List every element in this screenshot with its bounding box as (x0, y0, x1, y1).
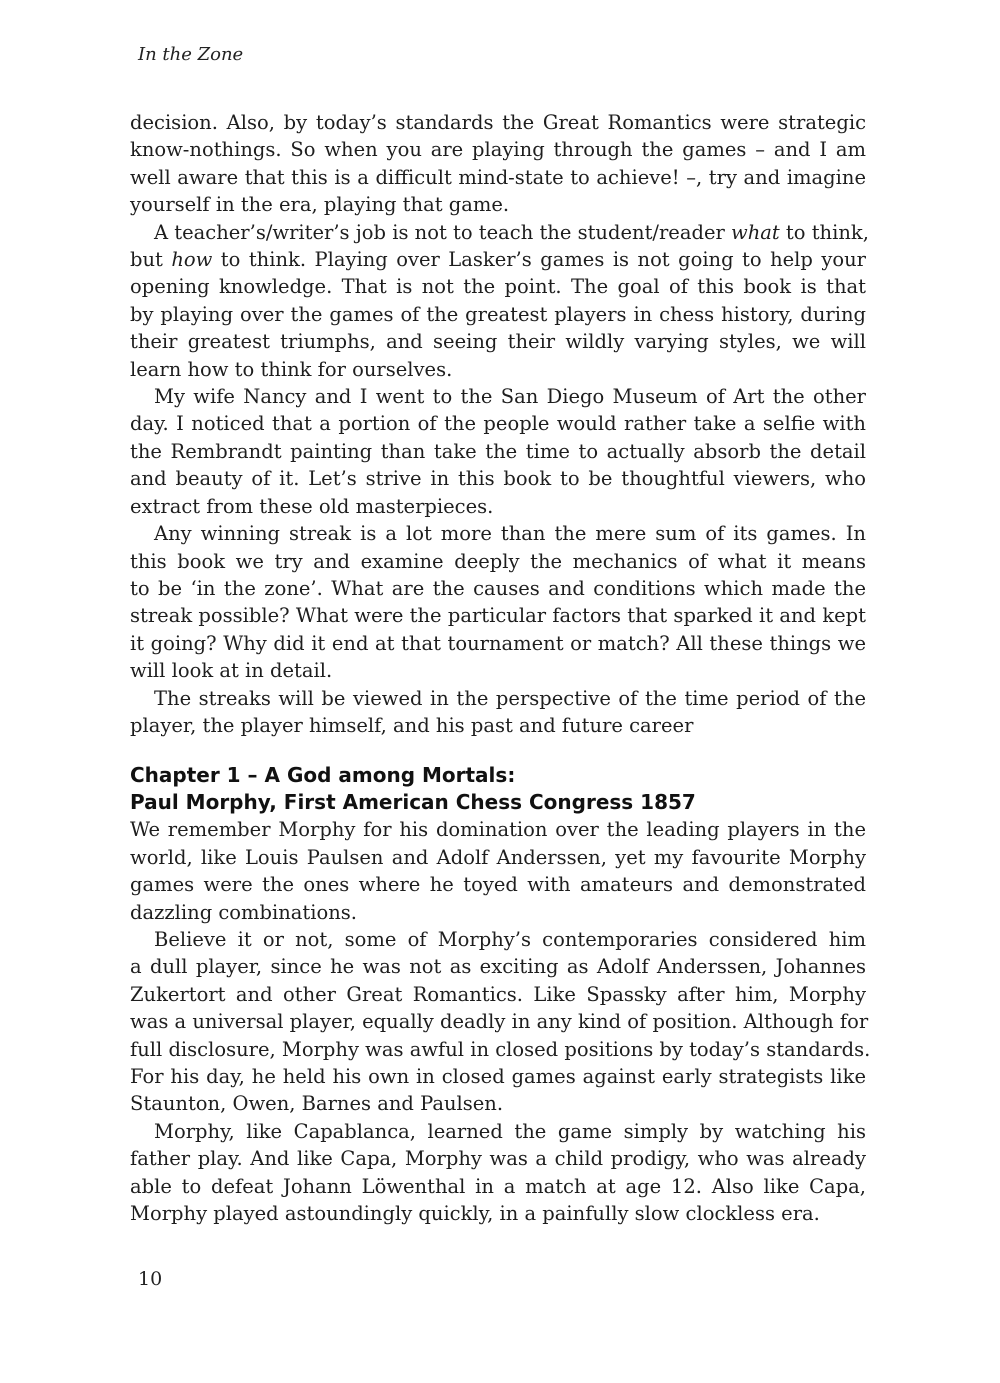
text-line: day. I noticed that a portion of the people would rather take a selfie with (130, 412, 866, 436)
text-line: was a universal player, equally deadly in any kind of position. Although for (130, 1010, 869, 1034)
text-line: streak possible? What were the particular factors that sparked it and kept (130, 604, 866, 628)
text-line: a dull player, since he was not as exciting as Adolf Anderssen, Johannes (130, 955, 866, 979)
page-body (130, 109, 871, 1227)
text-line: The streaks will be viewed in the perspective of the time period of the (154, 686, 866, 710)
text-line: decision. Also, by today’s standards the Great Romantics were strategic (130, 111, 866, 134)
text-line: We remember Morphy for his domination over the leading players in the (130, 818, 866, 842)
text-line: it going? Why did it end at that tournament or match? All these things we (130, 631, 866, 655)
emphasis: how (171, 248, 213, 272)
paragraph (130, 926, 871, 1118)
text-line: My wife Nancy and I went to the San Diego Museum of Art the other (154, 385, 866, 409)
text-line: Believe it or not, some of Morphy’s contemporaries considered him (154, 927, 866, 951)
text-line: yourself in the era, playing that game. (130, 193, 510, 217)
text-line: Any winning streak is a lot more than the mere sum of its games. In (154, 522, 866, 546)
paragraph (130, 816, 866, 926)
text-line: learn how to think for ourselves. (130, 357, 453, 381)
text-line: games were the ones where he toyed with amateurs and demonstrated (130, 873, 866, 897)
chapter-heading-line: Chapter 1 – A God among Mortals: (130, 763, 516, 788)
text-line: player, the player himself, and his past and future career (130, 713, 694, 737)
emphasis: what (731, 220, 780, 244)
page-number: 10 (138, 1268, 163, 1290)
paragraph (130, 520, 866, 684)
text-run: A teacher’s/writer’s job is not to teach the student/reader (154, 220, 732, 244)
text-line: father play. And like Capa, Morphy was a child prodigy, who was already (130, 1147, 866, 1171)
text-line: the Rembrandt painting than take the time to actually absorb the detail (130, 439, 866, 463)
text-line: by playing over the games of the greatest players in chess history, during (130, 302, 866, 326)
text-line: world, like Louis Paulsen and Adolf Anderssen, yet my favourite Morphy (130, 845, 866, 869)
text-line: Staunton, Owen, Barnes and Paulsen. (130, 1092, 504, 1116)
text-line: well aware that this is a difficult mind-state to achieve! –, try and imagine (130, 165, 866, 189)
text-line: Morphy, like Capablanca, learned the game simply by watching his (154, 1119, 866, 1143)
text-line: For his day, he held his own in closed games against early strategists like (130, 1065, 866, 1088)
text-line: to be ‘in the zone’. What are the causes and conditions which made the (130, 576, 866, 600)
paragraph (130, 219, 869, 383)
text-run: to think, (779, 220, 869, 244)
chapter-heading-line: Paul Morphy, First American Chess Congress 1857 (130, 790, 696, 815)
text-line: and beauty of it. Let’s strive in this book to be thoughtful viewers, who (130, 467, 866, 491)
text-run: but (130, 248, 172, 272)
text-line: able to defeat Johann Löwenthal in a match at age 12. Also like Capa, (130, 1174, 866, 1198)
text-line: know-nothings. So when you are playing through the games – and I am (130, 138, 866, 162)
paragraph (130, 1118, 866, 1228)
running-header: In the Zone (138, 44, 244, 65)
chapter-heading (130, 762, 866, 816)
text-line (130, 246, 866, 273)
text-run: to think. Playing over Lasker’s games is not going to help your (212, 248, 866, 272)
text-line: extract from these old masterpieces. (130, 494, 494, 518)
text-line: will look at in detail. (130, 659, 333, 683)
section-spacer (130, 739, 866, 762)
paragraph (130, 685, 866, 740)
text-line: Morphy played astoundingly quickly, in a painfully slow clockless era. (130, 1202, 820, 1226)
text-line (130, 219, 869, 246)
text-line: dazzling combinations. (130, 900, 358, 924)
paragraph (130, 109, 866, 219)
text-line: full disclosure, Morphy was awful in closed positions by today’s standards. (130, 1037, 871, 1061)
text-line: this book we try and examine deeply the mechanics of what it means (130, 549, 866, 573)
text-line: opening knowledge. That is not the point. The goal of this book is that (130, 275, 866, 299)
text-line: Zukertort and other Great Romantics. Like Spassky after him, Morphy (130, 982, 866, 1006)
paragraph (130, 383, 866, 520)
text-line: their greatest triumphs, and seeing their wildly varying styles, we will (130, 330, 866, 354)
